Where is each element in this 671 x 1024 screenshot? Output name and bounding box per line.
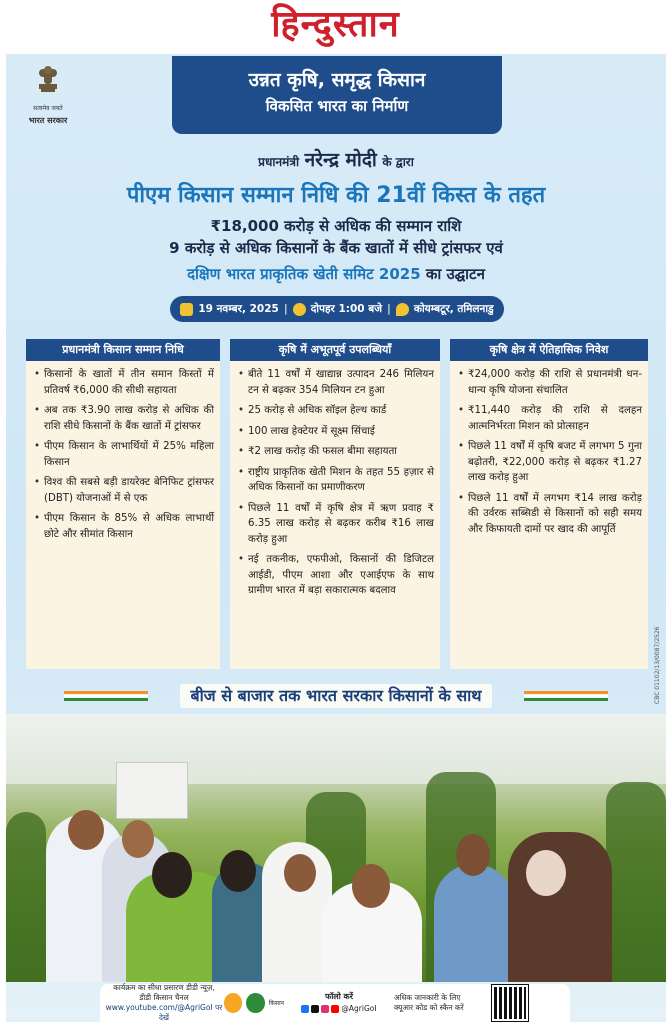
youtube-link[interactable]: www.youtube.com/@AgriGoI पर देखें: [105, 1003, 223, 1022]
summit-suffix: का उद्घाटन: [425, 265, 485, 283]
crop-plant: [6, 812, 46, 982]
footer-info: [394, 993, 484, 1013]
person-head: [456, 834, 490, 876]
list-item: • पिछले 11 वर्षों में लगभग ₹14 लाख करोड़ की उर्वरक सब्सिडी से किसानों को सही समय और किफायती दामों पर खाद की आपूर्ति: [468, 491, 642, 538]
list-item: • ₹11,440 करोड़ की राशि से दलहन आत्मनिर्भरता मिशन को प्रोत्साहन: [468, 403, 642, 434]
headline: पीएम किसान सम्मान निधि की 21वीं किस्त के तहत: [126, 183, 546, 208]
banner-line2: विकसित भारत का निर्माण: [265, 97, 409, 115]
person-head: [68, 810, 104, 850]
footer-broadcast: [100, 983, 224, 1022]
person-head: [352, 864, 390, 908]
list-item: • राष्ट्रीय प्राकृतिक खेती मिशन के तहत 55 हज़ार से अधिक किसानों का प्रमाणीकरण: [248, 465, 434, 496]
crop-plant: [606, 782, 666, 982]
list-item: • 25 करोड़ से अधिक सॉइल हेल्थ कार्ड: [248, 403, 434, 419]
broadcast-line1: कार्यक्रम का सीधा प्रसारण डीडी न्यूज़,: [113, 983, 215, 992]
gov-emblem: [18, 64, 78, 126]
social-icons: [301, 1004, 376, 1013]
location-pin-icon: [396, 303, 409, 316]
divider: |: [387, 303, 391, 315]
emblem-motto: सत्यमेव जयते: [33, 105, 63, 112]
byline-suffix: के द्वारा: [382, 155, 414, 169]
photo-sky: [6, 714, 666, 784]
youtube-icon[interactable]: [331, 1005, 339, 1013]
column-list: [26, 361, 220, 542]
ashoka-emblem-icon: [33, 64, 63, 98]
banner-line1: उन्नत कृषि, समृद्ध किसान: [248, 69, 426, 91]
list-item: • पीएम किसान के लाभार्थियों में 25% महिला किसान: [44, 439, 214, 470]
footer-logos: [224, 993, 284, 1013]
list-item: • विश्व की सबसे बड़ी डायरेक्ट बेनिफिट ट्रांसफर (DBT) योजनाओं में से एक: [44, 475, 214, 506]
person: [434, 864, 514, 982]
event-place: कोयम्बटूर, तमिलनाडु: [413, 303, 494, 315]
column-heading: प्रधानमंत्री किसान सम्मान निधि: [26, 339, 220, 361]
masthead: [0, 0, 671, 50]
top-banner: [172, 56, 502, 134]
summit-name: दक्षिण भारत प्राकृतिक खेती समिट 2025: [187, 265, 421, 283]
info-line1: अधिक जानकारी के लिए: [394, 993, 461, 1002]
tagline: बीज से बाजार तक भारत सरकार किसानों के साथ: [180, 684, 491, 708]
column-list: [230, 361, 440, 599]
list-item: • पिछले 11 वर्षों में कृषि क्षेत्र में ऋण प्रवाह ₹ 6.35 लाख करोड़ से बढ़कर करीब ₹16 लाख करोड़ हुआ: [248, 501, 434, 548]
person-head: [152, 852, 192, 898]
list-item: • बीते 11 वर्षों में खाद्यान्न उत्पादन 246 मिलियन टन से बढ़कर 354 मिलियन टन हुआ: [248, 367, 434, 398]
column-pm-kisan: [26, 339, 220, 669]
byline: [6, 146, 666, 172]
event-date: 19 नवम्बर, 2025: [198, 303, 279, 315]
clock-icon: [293, 303, 306, 316]
sub-line-3: [6, 264, 666, 284]
column-investment: [450, 339, 648, 669]
dd-kisan-logo-icon: [246, 993, 264, 1013]
divider: |: [283, 303, 288, 315]
gov-label: भारत सरकार: [28, 116, 68, 125]
x-icon[interactable]: [311, 1005, 319, 1013]
footer-follow: [284, 991, 394, 1015]
list-item: • पिछले 11 वर्षों में कृषि बजट में लगभग 5 गुना बढ़ोतरी, ₹22,000 करोड़ से बढ़कर ₹1.27 लाख करोड़ हुआ: [468, 439, 642, 486]
newspaper-logo: हिन्दुस्तान: [271, 3, 400, 45]
advertisement: [6, 54, 666, 1022]
event-info-bar: [170, 296, 504, 322]
list-item: • किसानों के खातों में तीन समान किस्तों में प्रतिवर्ष ₹6,000 की सीधी सहायता: [44, 367, 214, 398]
column-achievements: [230, 339, 440, 669]
sub-line-2: 9 करोड़ से अधिक किसानों के बैंक खातों में सीधे ट्रांसफर एवं: [169, 239, 503, 257]
calendar-icon: [180, 303, 193, 316]
dd-news-logo-icon: [224, 993, 242, 1013]
info-line2: क्यूआर कोड को स्कैन करें: [394, 1003, 464, 1012]
byline-name: नरेन्द्र मोदी: [304, 149, 377, 171]
footer-strip: [100, 984, 570, 1022]
broadcast-line2: डीडी किसान चैनल: [139, 993, 189, 1002]
list-item: • ₹24,000 करोड़ की राशि से प्रधानमंत्री धन-धान्य कृषि योजना संचालित: [468, 367, 642, 398]
sub-line-1: ₹18,000 करोड़ से अधिक की सम्मान राशि: [210, 217, 462, 235]
farm-photo: [6, 714, 666, 982]
qr-code-icon[interactable]: [492, 985, 528, 1021]
photo-tent: [116, 762, 188, 819]
list-item: • पीएम किसान के 85% से अधिक लाभार्थी छोटे और सीमांत किसान: [44, 511, 214, 542]
column-list: [450, 361, 648, 537]
person-head: [526, 850, 566, 896]
facebook-icon[interactable]: [301, 1005, 309, 1013]
column-heading: कृषि क्षेत्र में ऐतिहासिक निवेश: [450, 339, 648, 361]
event-time: दोपहर 1:00 बजे: [310, 303, 383, 315]
follow-label: फॉलो करें: [325, 992, 353, 1002]
person-head: [122, 820, 154, 858]
list-item: • अब तक ₹3.90 लाख करोड़ से अधिक की राशि सीधे किसानों के बैंक खातों में ट्रांसफर: [44, 403, 214, 434]
social-handle: @AgriGoI: [341, 1004, 377, 1014]
cbc-code: CBC 01102/13/0087/2526: [654, 626, 661, 704]
byline-prefix: प्रधानमंत्री: [258, 155, 300, 169]
list-item: • 100 लाख हेक्टेयर में सूक्ष्म सिंचाई: [248, 424, 434, 440]
list-item: • नई तकनीक, एफपीओ, किसानों की डिजिटल आईडी, पीएम आशा और एआईएफ के साथ ग्रामीण भारत में बड़ा सकारात्मक बदलाव: [248, 552, 434, 599]
instagram-icon[interactable]: [321, 1005, 329, 1013]
dd-kisan-label: किसान: [268, 1000, 284, 1007]
list-item: • ₹2 लाख करोड़ की फसल बीमा सहायता: [248, 444, 434, 460]
person-head: [220, 850, 256, 892]
person-head: [284, 854, 316, 892]
column-heading: कृषि में अभूतपूर्व उपलब्धियाँ: [230, 339, 440, 361]
tricolor-stripe-right: [524, 691, 608, 701]
person: [508, 832, 612, 982]
